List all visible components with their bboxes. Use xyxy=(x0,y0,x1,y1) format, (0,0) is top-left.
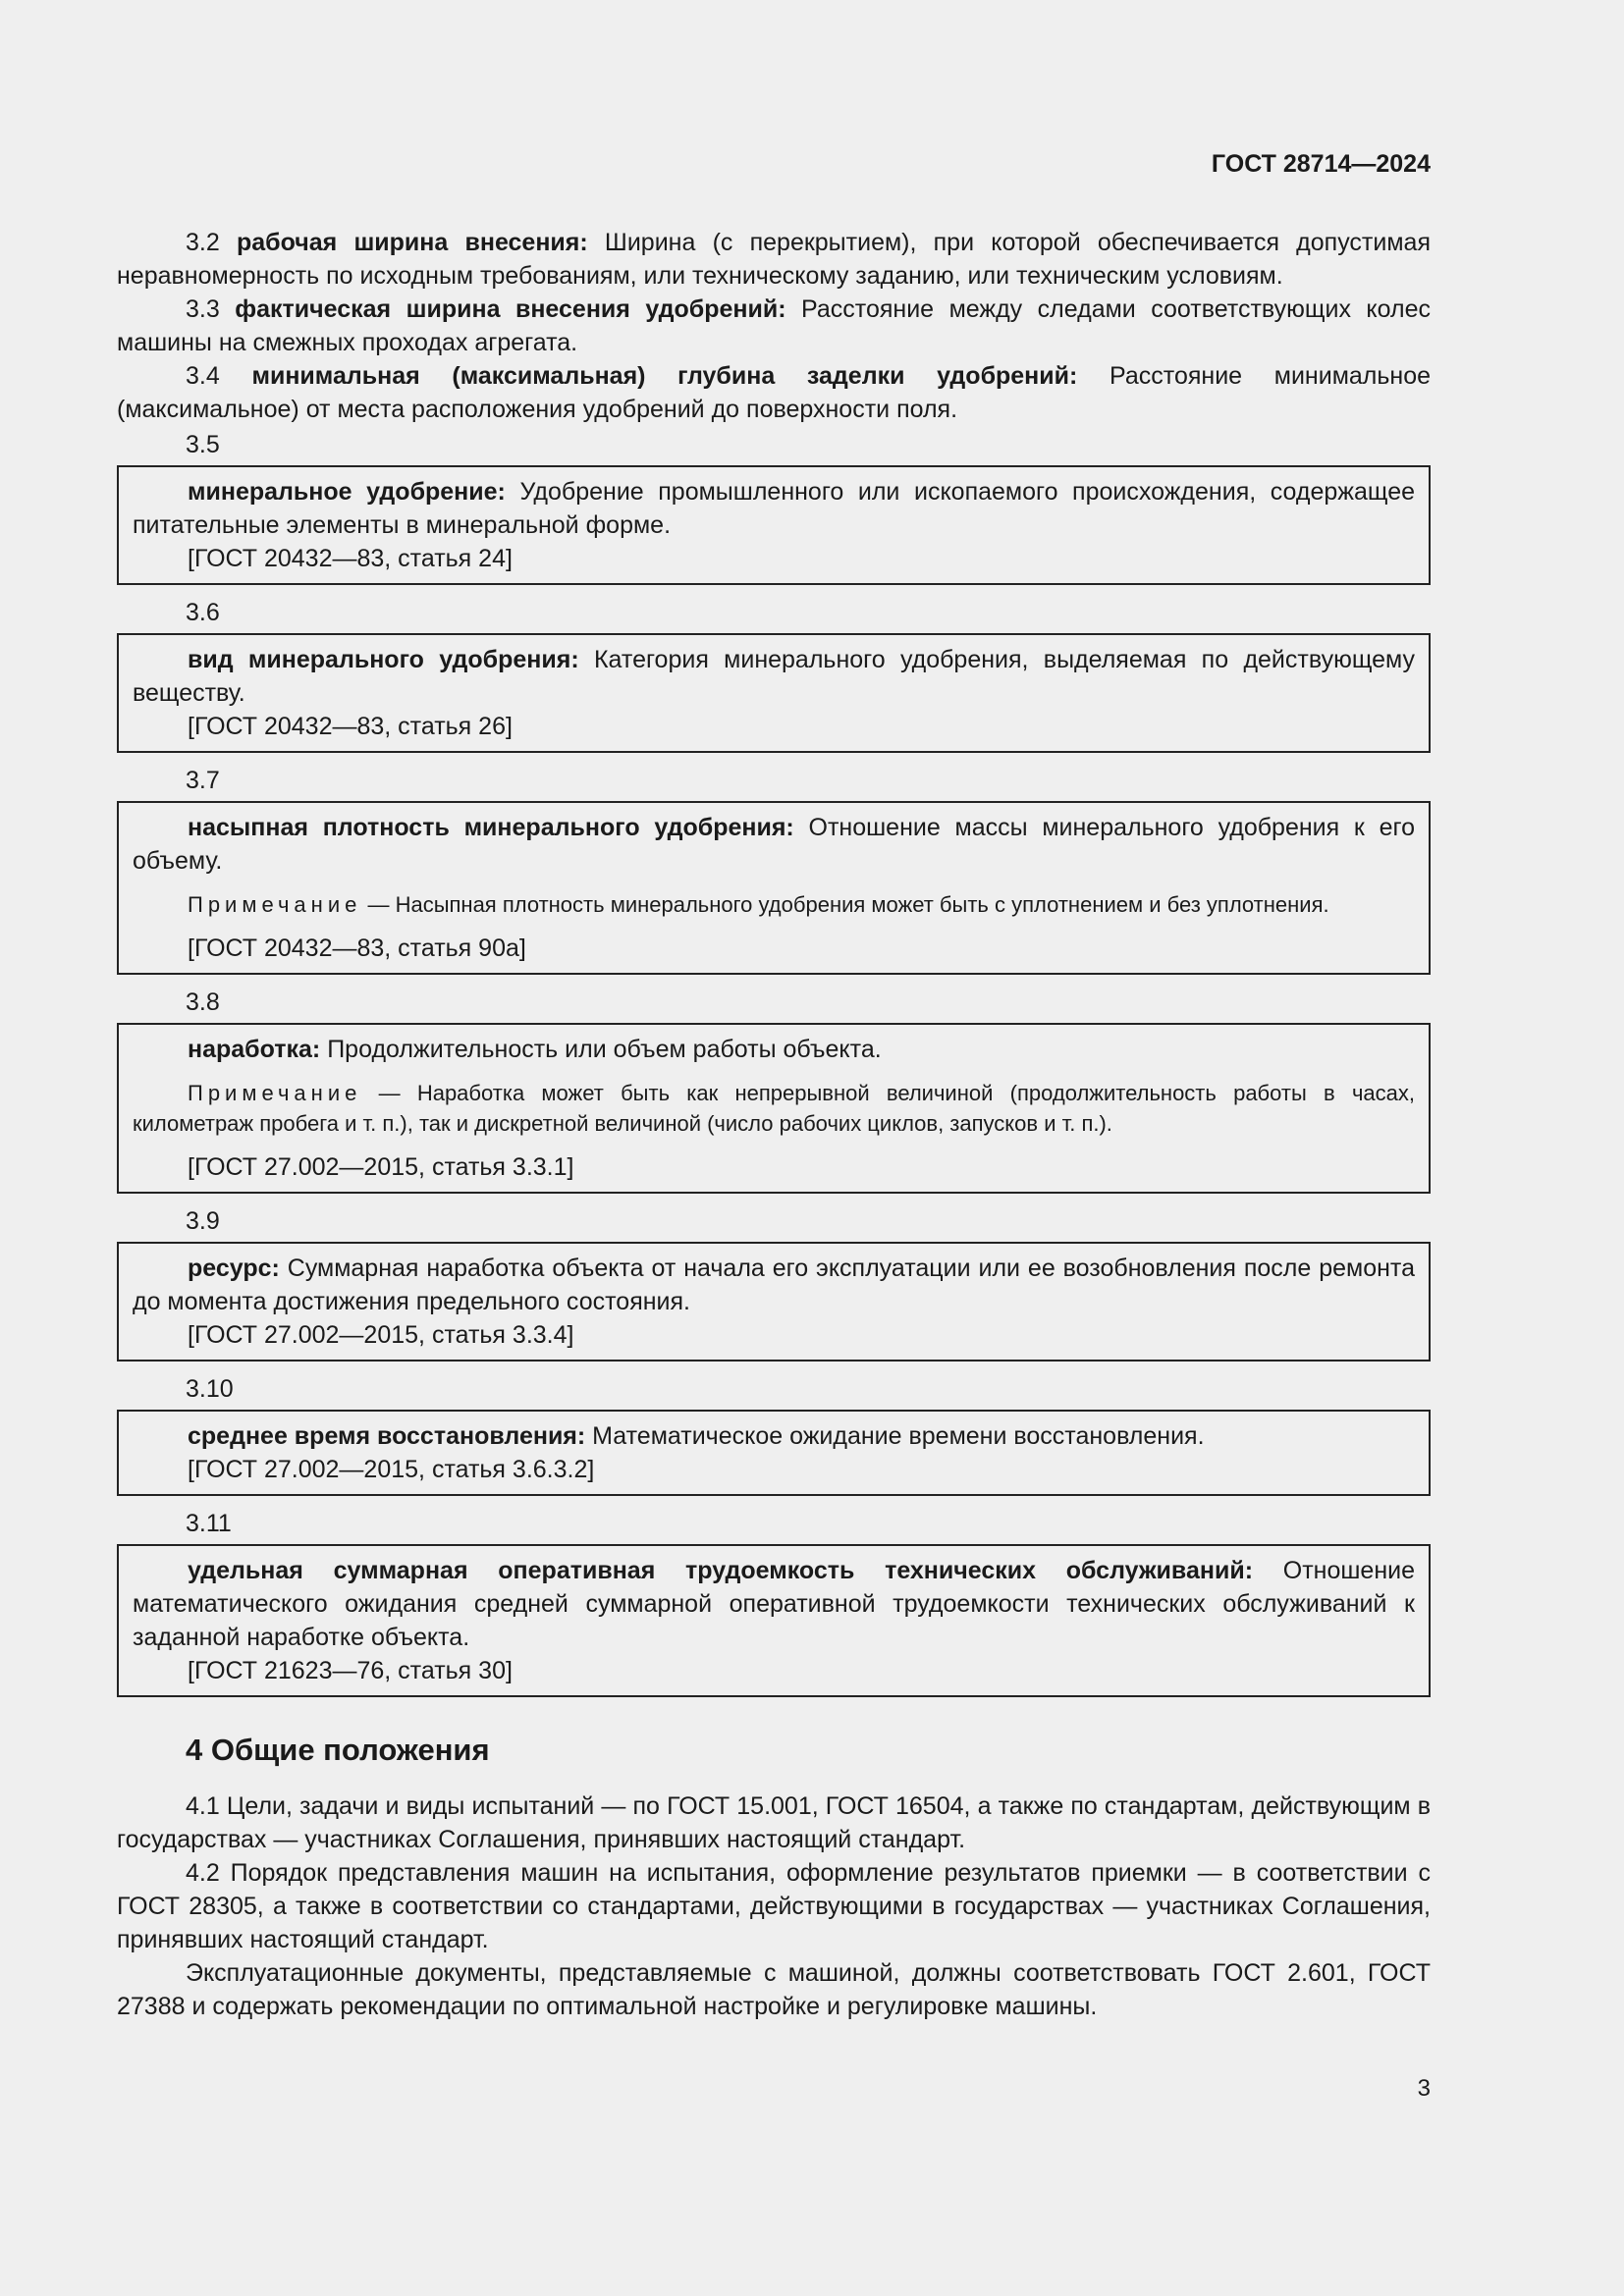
term-source: [ГОСТ 21623—76, статья 30] xyxy=(188,1657,513,1684)
term-number: 3.11 xyxy=(186,1510,232,1537)
term-source: [ГОСТ 27.002—2015, статья 3.3.1] xyxy=(188,1153,574,1181)
term-box-3-11 xyxy=(117,1544,1431,1697)
term-source: [ГОСТ 27.002—2015, статья 3.6.3.2] xyxy=(188,1456,595,1483)
term-definition: вид минерального удобрения: Категория минерального удобрения, выделяемая по действующему веществу. xyxy=(133,646,1415,707)
term-number: 3.8 xyxy=(186,988,220,1016)
term-number: 3.9 xyxy=(186,1207,220,1235)
term-number: 3.10 xyxy=(186,1375,234,1403)
term-definition: удельная суммарная оперативная трудоемкость технических обслуживаний: Отношение математического ожидания средней суммарной оперативной трудоемкости технических обслуживаний к заданной наработке объекта. xyxy=(133,1557,1416,1651)
term-box-3-10 xyxy=(117,1410,1431,1496)
term-source: [ГОСТ 27.002—2015, статья 3.3.4] xyxy=(188,1321,574,1349)
term-box-3-6 xyxy=(117,633,1431,753)
term-note: Примечание — Наработка может быть как непрерывной величиной (продолжительность работы в часах, километраж пробега и т. п.), так и дискретной величиной (число рабочих циклов, запусков и т. п.). xyxy=(133,1081,1415,1136)
term-definition: насыпная плотность минерального удобрения: Отношение массы минерального удобрения к его объему. xyxy=(133,814,1415,875)
term-number: 3.7 xyxy=(186,767,220,794)
term-number: 3.5 xyxy=(186,431,220,458)
definition-3-3: 3.3 фактическая ширина внесения удобрений: Расстояние между следами соответствующих колес машины на смежных проходах агрегата. xyxy=(117,295,1431,356)
definition-3-4: 3.4 минимальная (максимальная) глубина заделки удобрений: Расстояние минимальное (максимальное) от места расположения удобрений до поверхности поля. xyxy=(117,362,1432,423)
section-paragraph: Эксплуатационные документы, представляемые с машиной, должны соответствовать ГОСТ 2.601, ГОСТ 27388 и содержать рекомендации по оптимальной настройке и регулировке машины. xyxy=(117,1959,1431,2020)
term-definition: наработка: Продолжительность или объем работы объекта. xyxy=(188,1036,882,1063)
term-definition: минеральное удобрение: Удобрение промышленного или ископаемого происхождения, содержащее питательные элементы в минеральной форме. xyxy=(133,478,1416,539)
term-box-3-5 xyxy=(117,465,1431,585)
term: минимальная (максимальная) глубина заделки удобрений: xyxy=(251,362,1078,390)
page-number: 3 xyxy=(1417,2075,1431,2102)
term-source: [ГОСТ 20432—83, статья 24] xyxy=(188,545,513,572)
term: рабочая ширина внесения: xyxy=(236,229,588,256)
term-definition: ресурс: Суммарная наработка объекта от начала его эксплуатации или ее возобновления после ремонта до момента достижения предельного состояния. xyxy=(133,1255,1415,1315)
document-header: ГОСТ 28714—2024 xyxy=(1211,150,1431,178)
term-note: Примечание — Насыпная плотность минерального удобрения может быть с уплотнением и без уплотнения. xyxy=(188,892,1329,917)
definition-3-2: 3.2 рабочая ширина внесения: Ширина (с перекрытием), при которой обеспечивается допустимая неравномерность по исходным требованиям, или техническому заданию, или техническим условиям. xyxy=(117,229,1431,290)
term: фактическая ширина внесения удобрений: xyxy=(235,295,786,323)
term-source: [ГОСТ 20432—83, статья 90а] xyxy=(188,934,526,962)
term-box-3-8 xyxy=(117,1023,1431,1194)
term-number: 3.6 xyxy=(186,599,220,626)
section-paragraph: 4.1 Цели, задачи и виды испытаний — по ГОСТ 15.001, ГОСТ 16504, а также по стандартам, действующим в государствах — участниках Соглашения, принявших настоящий стандарт. xyxy=(117,1792,1431,1853)
term-box-3-9 xyxy=(117,1242,1431,1362)
term-source: [ГОСТ 20432—83, статья 26] xyxy=(188,713,513,740)
section-heading: 4 Общие положения xyxy=(186,1733,490,1767)
term-definition: среднее время восстановления: Математическое ожидание времени восстановления. xyxy=(188,1422,1205,1450)
document-body xyxy=(117,226,1431,2023)
term-box-3-7 xyxy=(117,801,1431,975)
section-paragraph: 4.2 Порядок представления машин на испытания, оформление результатов приемки — в соответствии с ГОСТ 28305, а также в соответствии со стандартами, действующими в государствах — участниках Соглашения, принявших настоящий стандарт. xyxy=(117,1859,1431,1953)
